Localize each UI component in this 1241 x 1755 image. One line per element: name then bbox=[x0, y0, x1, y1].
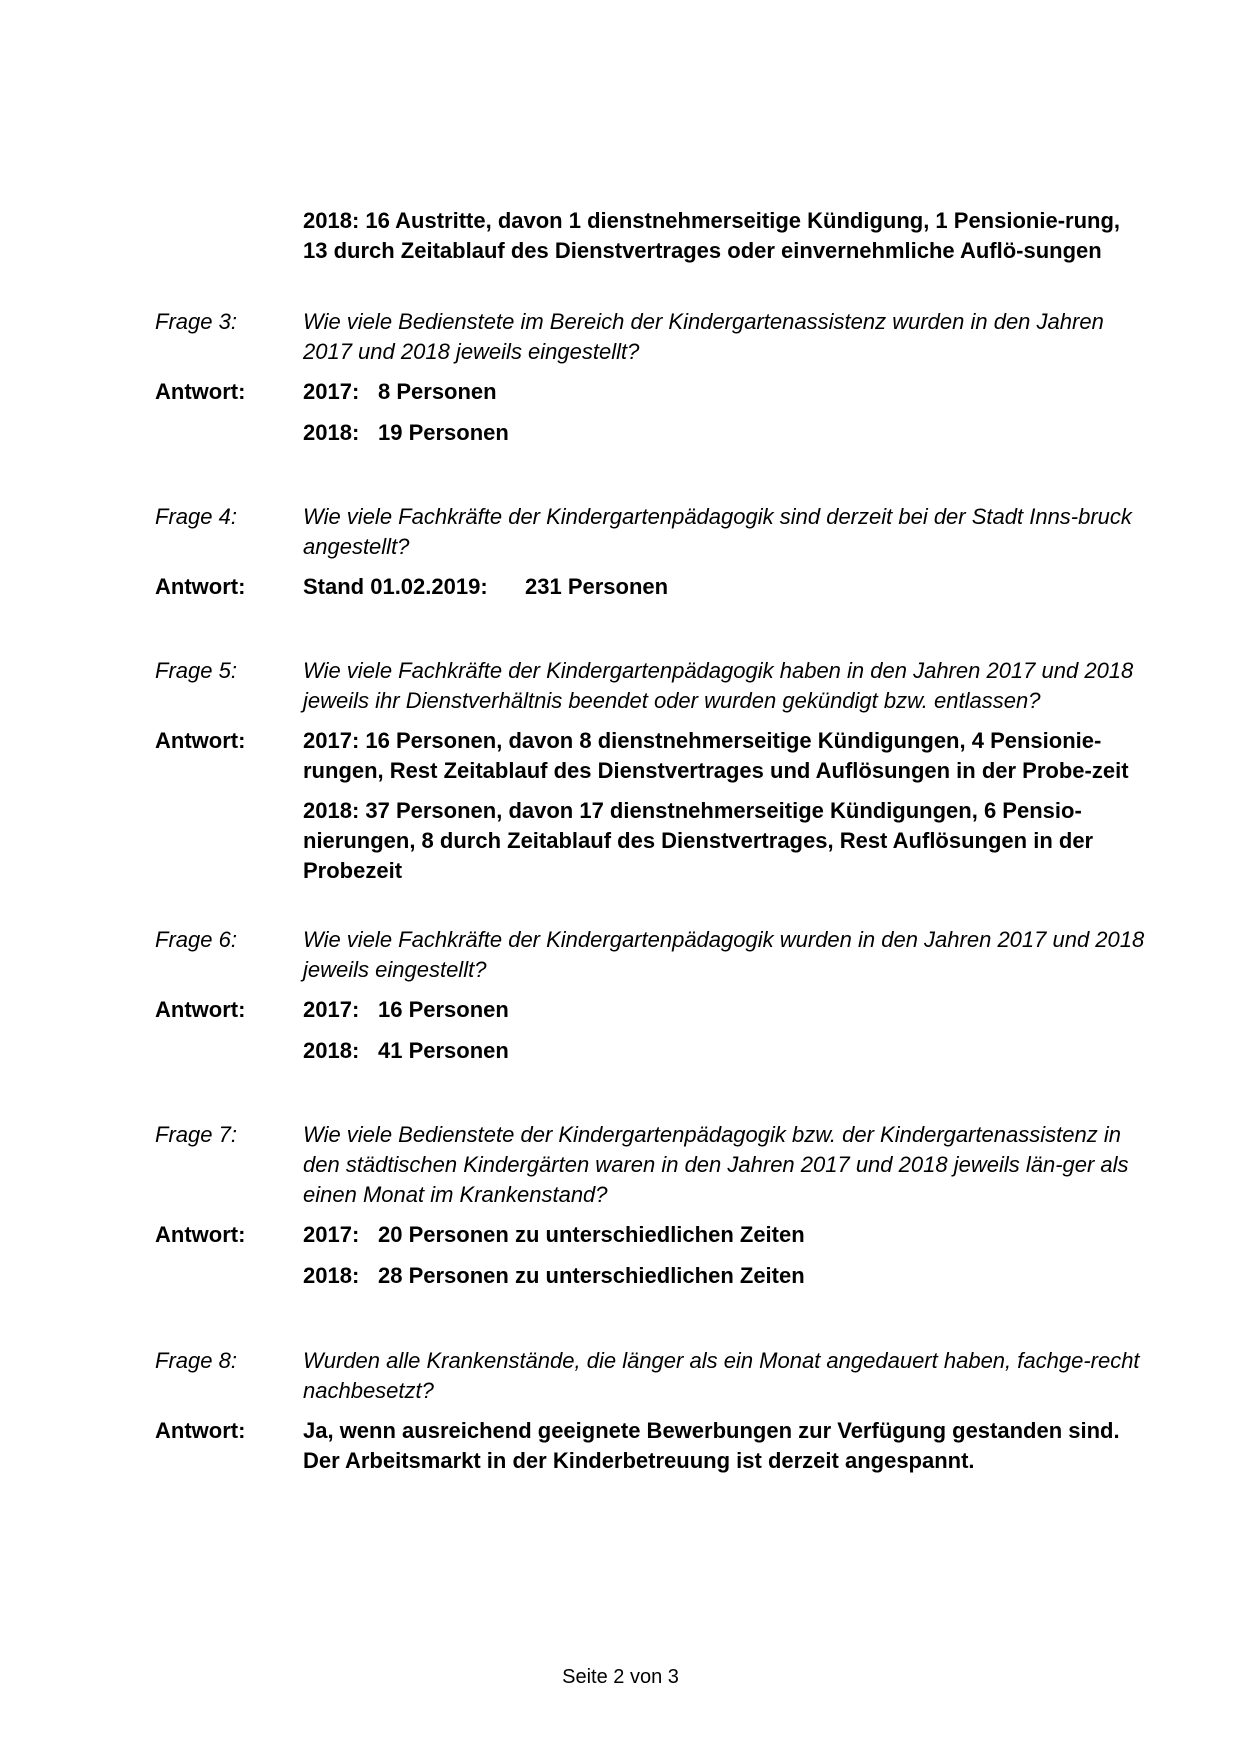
answer-text bbox=[303, 1220, 1145, 1291]
answer-label: Antwort: bbox=[155, 728, 246, 753]
year-value: 8 Personen bbox=[378, 379, 497, 404]
question-label: Frage 8: bbox=[155, 1348, 237, 1373]
answer-para-2018: 2018: 37 Personen, davon 17 dienstnehmerseitige Kündigungen, 6 Pensio-nierungen, 8 durch Zeitablauf des Dienstvertrages, Rest Auflösungen in der Probezeit bbox=[303, 798, 1094, 883]
answer-label: Antwort: bbox=[155, 1222, 246, 1247]
question-text: Wie viele Fachkräfte der Kindergartenpädagogik haben in den Jahren 2017 und 2018 jeweils ihr Dienstverhältnis beendet oder wurden gekündigt bzw. entlassen? bbox=[303, 658, 1134, 713]
year-label: 2018: bbox=[303, 1038, 360, 1063]
question-text: Wie viele Bedienstete der Kindergartenpädagogik bzw. der Kindergartenassistenz in den städtischen Kindergärten waren in den Jahren 2017 und 2018 jeweils län-ger als einen Monat im Krankenstand? bbox=[303, 1122, 1129, 1207]
answer-line-2018 bbox=[303, 1036, 1145, 1066]
stand-date: Stand 01.02.2019: bbox=[303, 574, 488, 599]
question-label: Frage 5: bbox=[155, 658, 237, 683]
question-label: Frage 4: bbox=[155, 504, 237, 529]
answer-line-2017 bbox=[303, 1220, 1145, 1250]
answer-line-2018 bbox=[303, 1261, 1145, 1291]
year-label: 2017: bbox=[303, 1222, 360, 1247]
question-text: Wie viele Bedienstete im Bereich der Kindergartenassistenz wurden in den Jahren 2017 und 2018 jeweils eingestellt? bbox=[303, 309, 1104, 364]
year-value: 19 Personen bbox=[378, 420, 509, 445]
year-label: 2017: bbox=[303, 379, 360, 404]
answer-label: Antwort: bbox=[155, 1418, 246, 1443]
year-label: 2018: bbox=[303, 420, 360, 445]
answer-text bbox=[303, 377, 1145, 448]
answer-label: Antwort: bbox=[155, 379, 246, 404]
answer-label: Antwort: bbox=[155, 997, 246, 1022]
question-label: Frage 6: bbox=[155, 927, 237, 952]
stand-value: 231 Personen bbox=[525, 574, 669, 599]
question-text: Wie viele Fachkräfte der Kindergartenpädagogik sind derzeit bei der Stadt Inns-bruck angestellt? bbox=[303, 504, 1132, 559]
year-value: 16 Personen bbox=[378, 997, 509, 1022]
answer-text bbox=[303, 995, 1145, 1066]
question-text: Wurden alle Krankenstände, die länger als ein Monat angedauert haben, fachge-recht nachbesetzt? bbox=[303, 1348, 1140, 1403]
answer-line-2018 bbox=[303, 418, 1145, 448]
question-text: Wie viele Fachkräfte der Kindergartenpädagogik wurden in den Jahren 2017 und 2018 jeweils eingestellt? bbox=[303, 927, 1145, 982]
question-label: Frage 3: bbox=[155, 309, 237, 334]
answer-para-2017: 2017: 16 Personen, davon 8 dienstnehmerseitige Kündigungen, 4 Pensionie-rungen, Rest Zeitablauf des Dienstvertrages und Auflösungen in der Probe-zeit bbox=[303, 728, 1129, 783]
year-label: 2017: bbox=[303, 997, 360, 1022]
page-number: Seite 2 von 3 bbox=[562, 1666, 679, 1688]
year-value: 41 Personen bbox=[378, 1038, 509, 1063]
answer-line-2017 bbox=[303, 377, 1145, 407]
answer-text bbox=[303, 726, 1145, 886]
question-label: Frage 7: bbox=[155, 1122, 237, 1147]
year-value: 20 Personen zu unterschiedlichen Zeiten bbox=[378, 1222, 805, 1247]
year-label: 2018: bbox=[303, 1263, 360, 1288]
answer-line-2017 bbox=[303, 995, 1145, 1025]
answer-text bbox=[303, 572, 1145, 602]
answer-label: Antwort: bbox=[155, 574, 246, 599]
answer-text: Ja, wenn ausreichend geeignete Bewerbungen zur Verfügung gestanden sind. Der Arbeitsmarkt in der Kinderbetreuung ist derzeit angespannt. bbox=[303, 1418, 1120, 1473]
year-value: 28 Personen zu unterschiedlichen Zeiten bbox=[378, 1263, 805, 1288]
answer-text: 2018: 16 Austritte, davon 1 dienstnehmerseitige Kündigung, 1 Pensionie-rung, 13 durch Zeitablauf des Dienstvertrages oder einvernehmliche Auflö-sungen bbox=[303, 208, 1121, 263]
